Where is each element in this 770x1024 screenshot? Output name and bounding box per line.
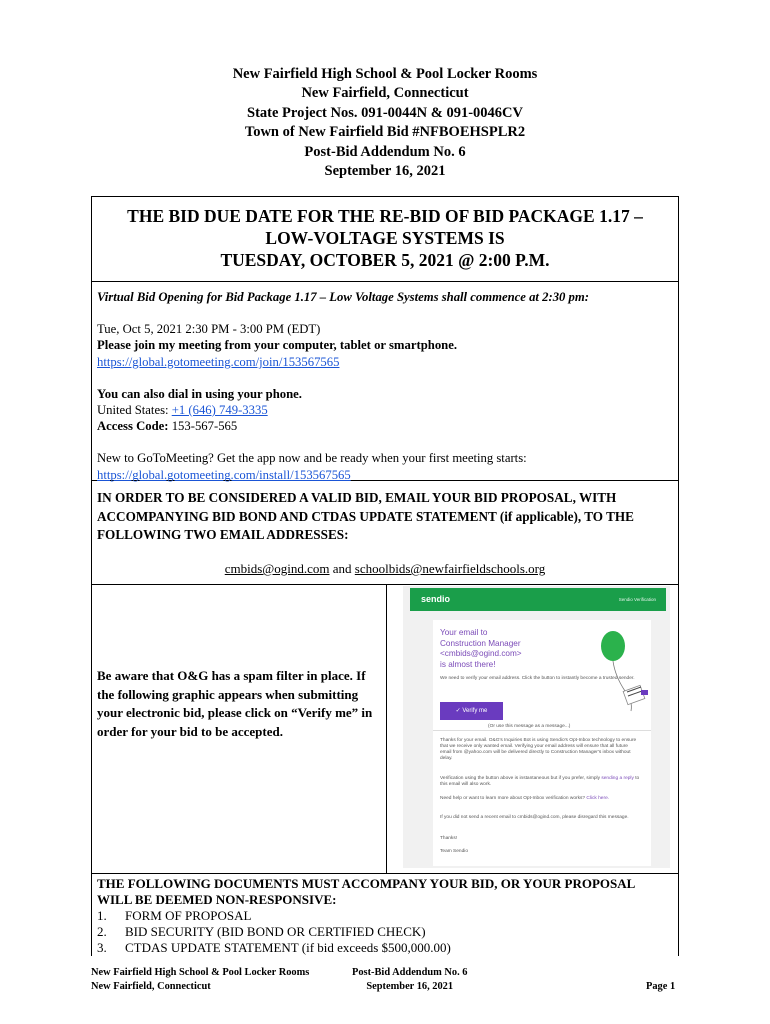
sendio-header-label: Sendio Verification (618, 597, 656, 602)
us-label: United States: (97, 403, 172, 418)
help-paragraph (440, 796, 640, 802)
copy-link-text: (Or use this message as a message...) (488, 724, 571, 729)
card-separator (433, 730, 651, 731)
meeting-time: Tue, Oct 5, 2021 2:30 PM - 3:00 PM (EDT) (97, 322, 321, 337)
item-number: 3. (97, 940, 107, 955)
document-item (97, 940, 672, 956)
title-line-3: <cmbids@ogind.com> (440, 649, 522, 658)
required-documents-section (97, 876, 672, 956)
footer-left (91, 966, 309, 994)
divider-3 (91, 584, 679, 585)
verify-me-button[interactable]: ✓ Verify me (440, 702, 503, 720)
title-line-2: Construction Manager (440, 638, 521, 648)
due-line-1: THE BID DUE DATE FOR THE RE-BID OF BID PACKAGE 1.17 – (127, 206, 643, 226)
header-project-title: New Fairfield High School & Pool Locker Rooms (232, 66, 538, 82)
thanks-signoff: Thanks! (440, 836, 458, 841)
spam-column-divider (386, 584, 387, 873)
access-code-label: Access Code: (97, 419, 169, 434)
sendio-logo: sendio (421, 594, 451, 604)
required-documents-heading: THE FOLLOWING DOCUMENTS MUST ACCOMPANY YOUR BID, OR YOUR PROPOSAL WILL BE DEEMED NON-RESPONSIVE: (97, 876, 635, 907)
title-line-4: is almost there! (440, 659, 496, 669)
verification-title (440, 628, 570, 670)
document-item (97, 924, 672, 940)
document-header (0, 65, 770, 181)
header-location: New Fairfield, Connecticut (301, 85, 469, 102)
virtual-opening-heading: Virtual Bid Opening for Bid Package 1.17 – Low Voltage Systems shall commence at 2:30 pm: (97, 290, 589, 304)
header-project-nos: State Project Nos. 091-0044N & 091-0046CV (247, 104, 523, 121)
virtual-opening-section (97, 289, 672, 483)
join-instructions: Please join my meeting from your computer, tablet or smartphone. (97, 338, 458, 353)
dial-in-text: You can also dial in using your phone. (97, 386, 302, 401)
install-app-link[interactable]: https://global.gotomeeting.com/install/153567565 (97, 467, 351, 482)
sendio-header-bar (410, 588, 666, 611)
new-to-gotomeeting-text: New to GoToMeeting? Get the app now and be ready when your first meeting starts: (97, 451, 527, 466)
submission-emails (91, 561, 679, 577)
item-text: BID SECURITY (BID BOND OR CERTIFIED CHECK) (125, 924, 426, 939)
due-line-2: LOW-VOLTAGE SYSTEMS IS (265, 228, 505, 248)
footer-middle (352, 966, 467, 994)
header-addendum: Post-Bid Addendum No. 6 (304, 143, 466, 160)
item-text: CTDAS UPDATE STATEMENT (if bid exceeds $500,000.00) (125, 940, 451, 955)
item-number: 1. (97, 908, 107, 923)
footer-date: September 16, 2021 (366, 981, 454, 992)
reply-text: Verification using the button above is instantaneous but if you prefer, simply (440, 776, 600, 781)
thanks-paragraph: Thanks for your email. O&G's Inquiries Bot is using Sendio's Opt-Inbox technology to ensure that we receive only wanted email. Verifying your email address will ensure that all future email from @yahoo.com will be delivered directly to Construction Manager's inbox without delay. (440, 738, 637, 761)
join-meeting-link[interactable]: https://global.gotomeeting.com/join/153567565 (97, 354, 340, 369)
submission-instructions: IN ORDER TO BE CONSIDERED A VALID BID, EMAIL YOUR BID PROPOSAL, WITH ACCOMPANYING BID BOND AND CTDAS UPDATE STATEMENT (if applicable), TO THE FOLLOWING TWO EMAIL ADDRESSES: (97, 490, 634, 542)
verification-card (433, 620, 651, 866)
due-line-3: TUESDAY, OCTOBER 5, 2021 @ 2:00 P.M. (220, 250, 550, 270)
team-signature: Team Sendio (440, 849, 468, 854)
divider-4 (91, 873, 679, 874)
divider-1 (91, 281, 679, 282)
emails-and: and (329, 561, 355, 576)
spam-filter-notice: Be aware that O&G has a spam filter in place. If the following graphic appears when submitting your electronic bid, please click on “Verify me” in order for your bid to be accepted. (97, 668, 373, 739)
header-bid-number: Town of New Fairfield Bid #NFBOEHSPLR2 (244, 124, 526, 141)
disregard-paragraph: If you did not send a recent email to cmbids@ogind.com, please disregard this message. (440, 815, 629, 820)
footer-page-number: Page 1 (646, 981, 676, 992)
reply-tail: to this email will also work. (440, 776, 640, 787)
email-schoolbids-link[interactable]: schoolbids@newfairfieldschools.org (354, 561, 546, 576)
footer-project: New Fairfield High School & Pool Locker Rooms (91, 967, 310, 978)
item-number: 2. (97, 924, 107, 939)
verify-explanation: We need to verify your email address. Click the button to instantly become a trusted sender. (440, 676, 635, 681)
access-code: 153-567-565 (168, 419, 238, 434)
header-date: September 16, 2021 (324, 163, 446, 180)
help-text: Need help or want to learn more about Opt-Inbox verification works? (440, 796, 586, 801)
footer-addendum: Post-Bid Addendum No. 6 (352, 967, 468, 978)
sendio-verification-graphic (403, 586, 670, 868)
title-line-1: Your email to (440, 628, 488, 637)
sending-reply-link[interactable]: sending a reply (601, 776, 634, 781)
footer-location: New Fairfield, Connecticut (91, 981, 211, 992)
item-text: FORM OF PROPOSAL (125, 908, 252, 923)
reply-paragraph (440, 776, 640, 788)
click-here-link[interactable]: Click here. (586, 796, 610, 801)
phone-number-link[interactable]: +1 (646) 749-3335 (171, 403, 268, 418)
document-item (97, 908, 672, 924)
email-cmbids-link[interactable]: cmbids@ogind.com (224, 561, 330, 576)
bid-due-date-notice (91, 205, 679, 271)
